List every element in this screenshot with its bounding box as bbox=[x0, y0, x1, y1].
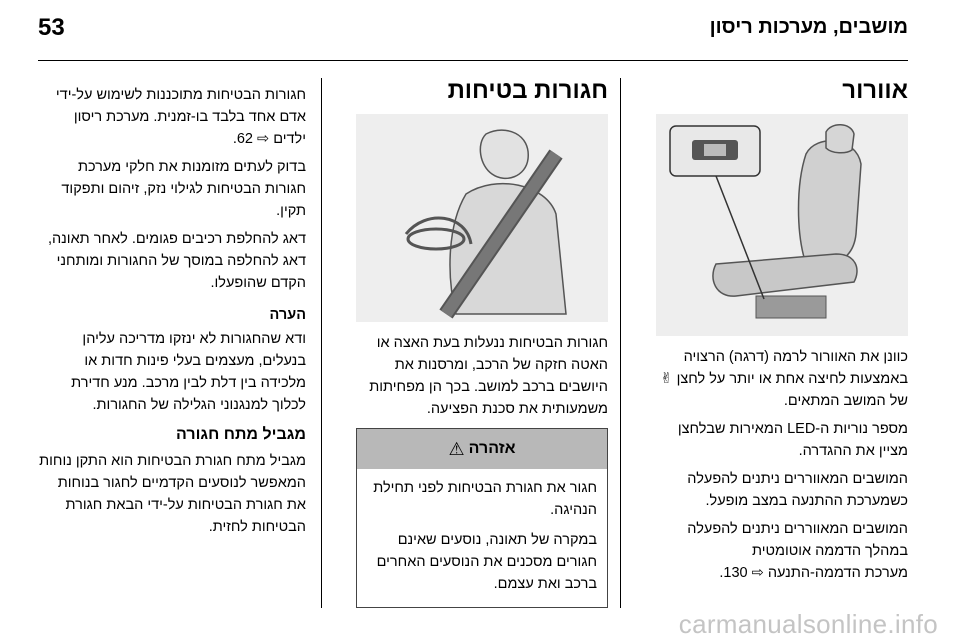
ventilation-heading: אוורור bbox=[842, 77, 908, 104]
note-title: הערה bbox=[269, 307, 306, 323]
warning-paragraph-2: במקרה של תאונה, נוסעים שאינם חגורים מסכנים את הנוסעים האחרים ברכב ואת עצמם. bbox=[376, 532, 597, 592]
column-divider-left bbox=[321, 78, 322, 608]
warning-title: אזהרה bbox=[468, 440, 516, 457]
header-title: מושבים, מערכות ריסון bbox=[709, 16, 908, 38]
page-header bbox=[38, 14, 908, 48]
warning-box bbox=[356, 428, 608, 608]
belt-tension-heading: מגביל מתח חגורה bbox=[176, 426, 306, 443]
seat-belts-paragraph: חגורות הבטיחות ננעלות בעת האצה או האטה חזקה של הרכב, ומרסנות את היושבים ברכב למושב. בכך הן מפחיתות משמעותית את סכנת הפציעה. bbox=[369, 335, 608, 417]
ventilation-paragraph-5: מערכת הדממה-התנעה ⇨ 130. bbox=[719, 565, 908, 581]
header-rule bbox=[38, 60, 908, 61]
left-column bbox=[38, 84, 306, 544]
note-text: ודא שהחגורות לא ינזקו מדריכה עליהן בנעלים, מעצמים בעלי פינות חדות או מלכידה בין דלת לבין מרכב. מנע חדירת לכלוך למנגנוני הגלילה של החגורות. bbox=[71, 331, 306, 413]
column-divider-right bbox=[620, 78, 621, 608]
watermark: carmanualsonline.info bbox=[678, 609, 938, 639]
seat-belt-icon bbox=[356, 114, 608, 322]
warning-paragraph-1: חגור את חגורת הבטיחות לפני תחילת הנהיגה. bbox=[373, 480, 597, 518]
warning-triangle-icon: ⚠ bbox=[448, 439, 465, 459]
seat-belt-illustration bbox=[356, 114, 608, 322]
ventilation-paragraph-1: כוונן את האוורור לרמה (דרגה) הרצויה באמצעות לחיצה אחת או יותר על לחצן ✌ של המושב המתאים. bbox=[660, 349, 908, 409]
belt-tension-paragraph: מגביל מתח חגורת הבטיחות הוא התקן נוחות המאפשר לנוסעים הקדמיים לחגור בנוחות את חגורת הבטיחות על-ידי הבאת חגורת הבטיחות לחזית. bbox=[39, 453, 306, 535]
ventilated-seat-illustration bbox=[656, 114, 908, 336]
ventilation-paragraph-3: המושבים המאווררים ניתנים להפעלה כשמערכת ההתנעה במצב מופעל. bbox=[687, 471, 908, 509]
seat-icon bbox=[656, 114, 908, 336]
ventilation-paragraph-2: מספר נוריות ה-LED המאירות שבלחצן מציין את ההגדרה. bbox=[677, 421, 908, 459]
belts-usage-paragraph: חגורות הבטיחות מתוכננות לשימוש על-ידי אדם אחד בלבד בו-זמנית. מערכת ריסון ילדים ⇨ 62. bbox=[55, 87, 306, 147]
belts-check-paragraph: בדוק לעתים מזומנות את חלקי מערכת חגורות הבטיחות לגילוי נזק, זיהום ותפקוד תקין. bbox=[61, 159, 306, 219]
ventilation-paragraph-4: המושבים המאווררים ניתנים להפעלה במהלך הדממה אוטומטית bbox=[687, 521, 908, 559]
warning-body bbox=[357, 469, 607, 607]
page-number: 53 bbox=[38, 14, 65, 41]
warning-header bbox=[357, 429, 607, 469]
seat-belts-heading: חגורות בטיחות bbox=[447, 77, 608, 104]
middle-column bbox=[356, 76, 608, 608]
belts-replace-paragraph: דאג להחלפת רכיבים פגומים. לאחר תאונה, דאג להחלפה במוסך של החגורות ומותחני הקדם שהופעלו. bbox=[47, 231, 306, 291]
right-column bbox=[656, 76, 908, 590]
